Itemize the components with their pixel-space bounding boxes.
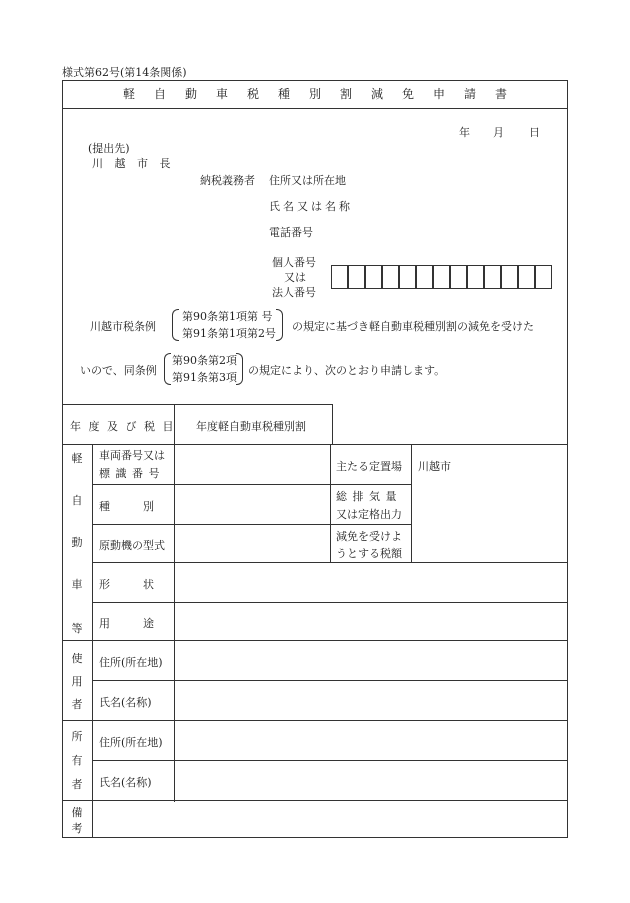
displacement-label-2: 又は定格出力 <box>336 508 402 521</box>
taxpayer-address-label: 住所又は所在地 <box>269 174 346 187</box>
user-name-label: 氏名(名称) <box>99 696 152 709</box>
clause2-option-b: 第91条第3項 <box>172 371 237 384</box>
vehicle-group-2: 自 <box>71 494 83 507</box>
vehicle-group-5: 等 <box>71 622 83 635</box>
reduction-label-2: うとする税額 <box>336 547 402 560</box>
clause1-option-b: 第91条第1項第2号 <box>182 327 276 340</box>
main-location-value: 川越市 <box>418 460 451 473</box>
id-number-box[interactable] <box>450 265 467 289</box>
id-number-box[interactable] <box>484 265 501 289</box>
taxpayer-phone-input[interactable] <box>320 220 564 240</box>
taxpayer-name-input[interactable] <box>360 194 564 214</box>
id-number-box[interactable] <box>331 265 348 289</box>
id-number-box[interactable] <box>348 265 365 289</box>
clause2-suffix: の規定により、次のとおり申請します。 <box>248 364 446 377</box>
fiscal-right-border <box>332 404 333 444</box>
table-top-line <box>62 404 332 405</box>
id-number-box[interactable] <box>501 265 518 289</box>
owner-name-label: 氏名(名称) <box>99 776 152 789</box>
clause1-brace-left <box>172 309 179 341</box>
taxpayer-name-label: 氏名又は名称 <box>269 200 353 213</box>
clause1-brace-right <box>276 309 283 341</box>
clause2-prefix: いので、同条例 <box>80 364 157 377</box>
title-divider <box>62 108 568 109</box>
id-number-line2: 又は <box>284 271 306 284</box>
form-code: 様式第62号(第14条関係) <box>62 66 187 79</box>
id-number-box[interactable] <box>433 265 450 289</box>
remarks-1: 備 <box>71 806 83 819</box>
label-col-border <box>174 404 175 646</box>
owner-group-1: 所 <box>71 730 83 743</box>
fiscal-value: 年度軽自動車税種別割 <box>196 420 306 433</box>
use-label: 用 途 <box>99 617 154 630</box>
id-number-box[interactable] <box>518 265 535 289</box>
date-month: 月 <box>493 126 504 139</box>
user-group-1: 使 <box>71 652 83 665</box>
mid-col-border-2 <box>411 444 412 562</box>
taxpayer-label: 納税義務者 <box>200 174 255 187</box>
plate-label-1: 車両番号又は <box>99 449 165 462</box>
shape-label: 形 状 <box>99 578 154 591</box>
clause1-suffix: の規定に基づき軽自動車税種別割の減免を受けた <box>292 320 534 333</box>
mid-col-border-1 <box>330 444 331 562</box>
user-group-2: 用 <box>71 675 83 688</box>
submit-to-name: 川 越 市 長 <box>92 157 175 170</box>
clause2-brace-left <box>164 353 171 385</box>
label-col-border-lower <box>174 640 175 802</box>
vehicle-group-3: 動 <box>71 536 83 549</box>
row-line-3 <box>92 562 568 563</box>
id-number-box[interactable] <box>416 265 433 289</box>
owner-row-line <box>92 760 568 761</box>
main-location-label: 主たる定置場 <box>336 460 402 473</box>
clause2-option-a: 第90条第2項 <box>172 354 237 367</box>
user-row-line <box>92 680 568 681</box>
date-year: 年 <box>459 126 470 139</box>
id-number-box[interactable] <box>382 265 399 289</box>
group-col-border <box>92 444 93 838</box>
taxpayer-phone-label: 電話番号 <box>269 226 313 239</box>
engine-label: 原動機の型式 <box>99 539 165 552</box>
id-number-box[interactable] <box>535 265 552 289</box>
vehicle-group-1: 軽 <box>71 452 83 465</box>
fiscal-label: 年 度 及 び 税 目 <box>70 420 176 433</box>
date-day: 日 <box>529 126 540 139</box>
remarks-2: 考 <box>71 822 83 835</box>
row-line-4 <box>92 602 568 603</box>
owner-group-2: 有 <box>71 754 83 767</box>
owner-bottom-line <box>62 800 568 801</box>
id-number-box[interactable] <box>467 265 484 289</box>
clause1-prefix: 川越市税条例 <box>90 320 156 333</box>
id-number-box[interactable] <box>365 265 382 289</box>
id-number-line1: 個人番号 <box>272 256 316 269</box>
row-line-1 <box>92 484 412 485</box>
taxpayer-address-input[interactable] <box>360 168 564 188</box>
owner-address-label: 住所(所在地) <box>99 736 163 749</box>
row-line-2 <box>92 524 412 525</box>
displacement-label-1: 総 排 気 量 <box>336 490 398 503</box>
user-address-label: 住所(所在地) <box>99 656 163 669</box>
vehicle-bottom-line <box>62 640 568 641</box>
user-bottom-line <box>62 720 568 721</box>
clause1-option-a: 第90条第1項第 号 <box>182 310 273 323</box>
user-group-3: 者 <box>71 698 83 711</box>
id-number-line3: 法人番号 <box>272 286 316 299</box>
clause2-brace-right <box>236 353 243 385</box>
type-label: 種 別 <box>99 500 154 513</box>
form-title: 軽自動車税種別割減免申請書 <box>122 87 526 101</box>
submit-to-label: (提出先) <box>88 142 130 155</box>
id-number-box[interactable] <box>399 265 416 289</box>
plate-label-2: 標 識 番 号 <box>99 467 161 480</box>
fiscal-bottom-line <box>62 444 568 445</box>
reduction-label-1: 減免を受けよ <box>336 530 402 543</box>
owner-group-3: 者 <box>71 778 83 791</box>
vehicle-group-4: 車 <box>71 578 83 591</box>
